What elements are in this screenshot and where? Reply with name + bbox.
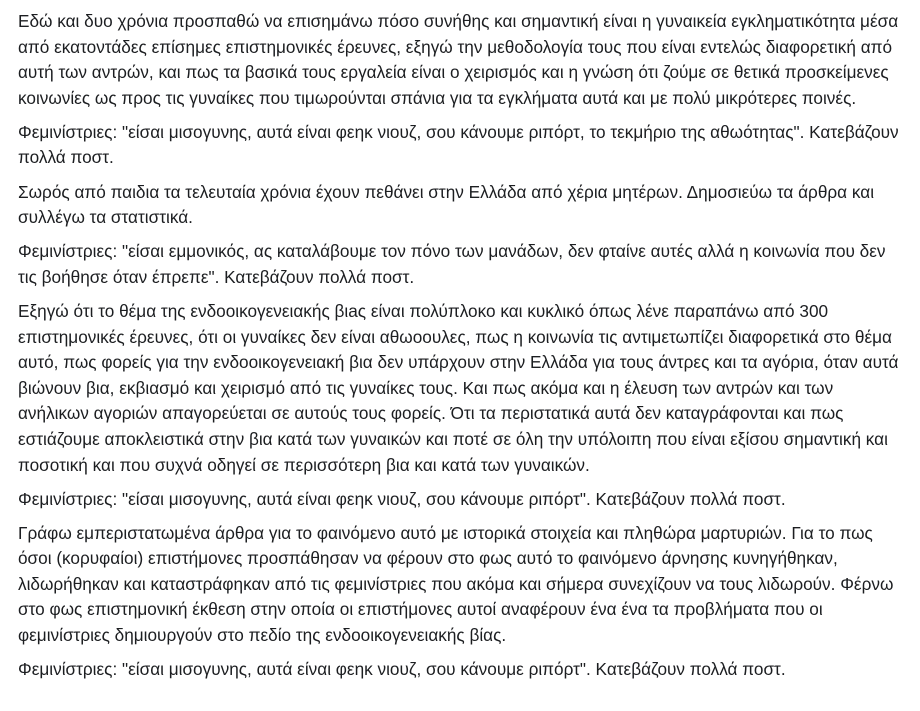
post-paragraph-5: Εξηγώ ότι το θέμα της ενδοοικογενειακής βιaς είναι πολύπλοκο και κυκλικό όπως λένε παραπάνω από 300 επιστημονικές έρευνες, ότι οι γυναίκες δεν είναι αθωοουλες, πως η κοινωνία τις αντιμετωπίζει διαφορετικά στο θέμα αυτό, πως φορείς για την ενδοοικογενειακή βια δεν υπάρχουν στην Ελλάδα για τους άντρες και τα αγόρια, όταν αυτά βιώνουν βια, εκβιασμό και χειρισμό από τις γυναίκες τους. Και πως ακόμα και η έλευση των αντρών και των ανήλικων αγοριών απαγορεύεται σε αυτούς τους φορείς. Ότι τα περιστατικά αυτά δεν καταγράφονται και πως εστιάζουμε αποκλειστικά στην βια κατά των γυναικών και ποτέ σε όλη την υπόλοιπη που είναι εξίσου σημαντική και ποσοτική και που συχνά οδηγεί σε περισσότερη βια και κατά των γυναικών. — [18, 300, 899, 475]
post-body — [18, 9, 908, 691]
post-paragraph-3: Σωρός από παιδια τα τελευταία χρόνια έχουν πεθάνει στην Ελλάδα από χέρια μητέρων. Δημοσιεύω τα άρθρα και συλλέγω τα στατιστικά. — [18, 181, 875, 228]
post-paragraph-8: Φεμινίστριες: "είσαι μισογυνης, αυτά είναι φεηκ νιουζ, σου κάνουμε ριπόρτ". Κατεβάζουν πολλά ποστ. — [18, 659, 786, 680]
post-paragraph-7: Γράφω εμπεριστατωμένα άρθρα για το φαινόμενο αυτό με ιστορικά στοιχεία και πληθώρα μαρτυριών. Για το πως όσοι (κορυφαίοι) επιστήμονες προσπάθησαν να φέρουν στο φως αυτό το φαινόμενο άρνησης κυνηγήθηκαν, λιδωρήθηκαν και καταστράφηκαν από τις φεμινίστριες που ακόμα και σήμερα συνεχίζουν να τους λιδωρούν. Φέρνω στο φως επιστημονική έκθεση στην οποία οι επιστήμονες αυτοί αναφέρουν ένα ένα τα προβλήματα που οι φεμινίστριες δημιουργούν στο πεδίο της ενδοοικογενειακής βίας. — [18, 522, 894, 646]
post-paragraph-1: Εδώ και δυο χρόνια προσπαθώ να επισημάνω πόσο συνήθης και σημαντική είναι η γυναικεία εγκληματικότητα μέσα από εκατοντάδες επίσημες επιστημονικές έρευνες, εξηγώ την μεθοδολογία τους που είναι εντελώς διαφορετική από αυτή των αντρών, και πως τα βασικά τους εργαλεία είναι ο χειρισμός και η γνώση ότι ζούμε σε θετικά προσκείμενες κοινωνίες ως προς τις γυναίκες που τιμωρούνται σπάνια για τα εγκλήματα αυτά και με πολύ μικρότερες ποινές. — [18, 11, 899, 108]
post-paragraph-6: Φεμινίστριες: "είσαι μισογυνης, αυτά είναι φεηκ νιουζ, σου κάνουμε ριπόρτ". Κατεβάζουν πολλά ποστ. — [18, 488, 786, 509]
post-paragraph-2: Φεμινίστριες: "είσαι μισογυνης, αυτά είναι φεηκ νιουζ, σου κάνουμε ριπόρτ, το τεκμήριο της αθωότητας". Κατεβάζουν πολλά ποστ. — [18, 121, 899, 168]
post-paragraph-4: Φεμινίστριες: "είσαι εμμονικός, ας καταλάβουμε τον πόνο των μανάδων, δεν φταίνε αυτές αλλά η κοινωνία που δεν τις βοήθησε όταν έπρεπε". Κατεβάζουν πολλά ποστ. — [18, 241, 886, 287]
